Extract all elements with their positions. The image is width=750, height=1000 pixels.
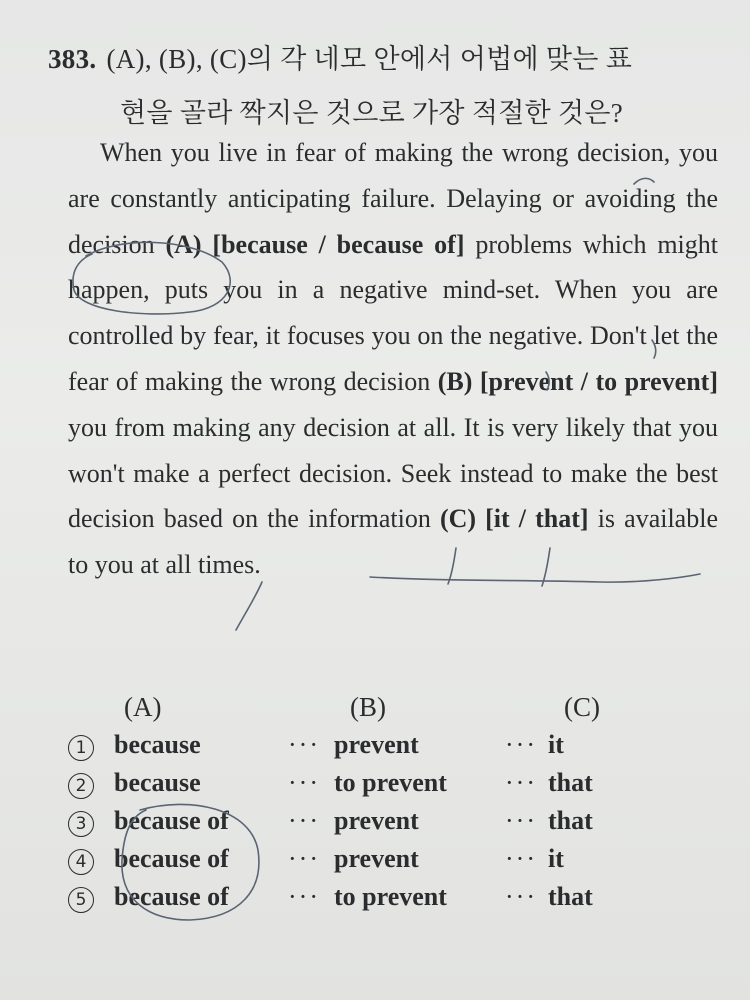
answer-options — [68, 688, 728, 916]
option-dots: ··· — [505, 882, 537, 911]
blank-a: (A) [because / because of] — [165, 229, 465, 259]
option-b: to prevent — [334, 882, 447, 911]
passage — [68, 130, 718, 588]
option-row-4 — [68, 840, 728, 878]
passage-text-1: When you live in fear of making the wrong decision, you are constantly anticipating failure. Delaying or avoiding the decision — [68, 138, 718, 259]
options-header — [68, 688, 728, 726]
option-dots: ··· — [505, 768, 537, 797]
blank-c: (C) [it / that] — [439, 504, 589, 534]
question-prompt-line2: 현을 골라 짝지은 것으로 가장 적절한 것은? — [120, 98, 624, 128]
option-c: it — [548, 730, 564, 759]
option-dots: ··· — [505, 806, 537, 835]
option-row-5 — [68, 878, 728, 916]
question-number: 383. — [48, 44, 97, 74]
option-number: 5 — [68, 887, 94, 913]
option-row-2 — [68, 764, 728, 802]
passage-text-3: you from making any decision at all. It is very likely that you won't make a perfect decision. Seek instead to make the best decision based on the information — [68, 412, 718, 534]
question-prompt-line1: (A), (B), (C)의 각 네모 안에서 어법에 맞는 표 — [106, 44, 633, 74]
option-dots: ··· — [288, 806, 320, 835]
option-a: because of — [114, 844, 229, 873]
option-b: prevent — [334, 806, 419, 835]
passage-paragraph — [68, 130, 718, 588]
pencil-mark-based — [236, 582, 262, 630]
option-b: prevent — [334, 844, 419, 873]
option-a: because — [114, 730, 201, 759]
option-row-1 — [68, 726, 728, 764]
option-number: 3 — [68, 811, 94, 837]
option-dots: ··· — [288, 768, 320, 797]
option-number: 2 — [68, 773, 94, 799]
option-number: 1 — [68, 735, 94, 761]
option-a: because — [114, 768, 201, 797]
header-a: (A) — [124, 691, 162, 722]
header-c: (C) — [564, 691, 600, 722]
option-dots: ··· — [288, 730, 320, 759]
option-b: to prevent — [334, 768, 447, 797]
header-b: (B) — [350, 691, 386, 722]
option-c: that — [548, 882, 593, 911]
option-dots: ··· — [288, 844, 320, 873]
option-a: because of — [114, 882, 229, 911]
option-number: 4 — [68, 849, 94, 875]
passage-text-2: problems which might happen, puts you in a negative mind-set. When you are controlled by fear, it focuses you on the negative. Don't let the fear of making the wrong decision — [68, 229, 718, 396]
blank-b: (B) [prevent / to prevent] — [437, 366, 718, 396]
question-header — [48, 32, 728, 140]
option-c: that — [548, 768, 593, 797]
option-dots: ··· — [288, 882, 320, 911]
option-row-3 — [68, 802, 728, 840]
passage-text-4: is available to you at all times. — [68, 504, 718, 580]
option-a: because of — [114, 806, 229, 835]
option-c: that — [548, 806, 593, 835]
option-b: prevent — [334, 730, 419, 759]
option-dots: ··· — [505, 730, 537, 759]
option-dots: ··· — [505, 844, 537, 873]
option-c: it — [548, 844, 564, 873]
